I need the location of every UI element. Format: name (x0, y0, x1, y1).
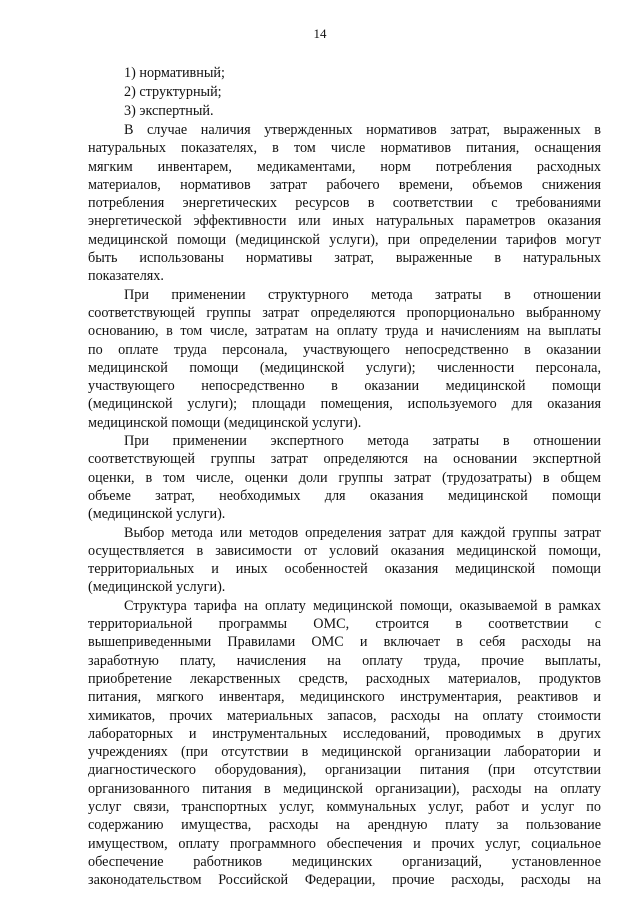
paragraph-tariff-structure (88, 597, 601, 890)
text-line: содержанию имущества, расходы на арендную плату за пользование (88, 817, 601, 834)
list-item: 1) нормативный; (124, 65, 225, 81)
text-line: (медицинской услуги). (88, 579, 226, 596)
text-line: соответствующей группы затрат определяются пропорционально выбранному (88, 304, 601, 321)
text-line: организованного питания в медицинской организации), расходы на оплату (88, 780, 601, 797)
list-item: 2) структурный; (124, 84, 222, 100)
text-line: (медицинской услуги). (88, 506, 226, 523)
text-line: химикатов, прочих материальных запасов, расходы на оплату стоимости (88, 707, 601, 724)
text-line: оценки, в том числе, оценки доли группы затрат (трудозатраты) в общем (88, 469, 601, 486)
text-line: В случае наличия утвержденных нормативов затрат, выраженных в (124, 122, 601, 138)
text-line: Структура тарифа на оплату медицинской помощи, оказываемой в рамках (124, 597, 601, 614)
text-line: вышеприведенными Правилами ОМС и включает в себя расходы на (88, 634, 601, 651)
text-line: медицинской помощи (медицинской услуги), при определении тарифов могут (88, 231, 601, 248)
text-line: (медицинской услуги); площади помещения, используемого для оказания (88, 396, 601, 413)
text-line: мягким инвентарем, медикаментами, норм потребления расходных (88, 158, 601, 175)
text-line: законодательством Российской Федерации, прочие расходы, расходы на (88, 872, 601, 889)
body-text (88, 121, 601, 889)
text-line: диагностического оборудования), организации питания (при отсутствии (88, 762, 601, 779)
text-line: услуг связи, транспортных услуг, коммунальных услуг, работ и услуг по (88, 798, 601, 815)
text-line: лабораторных и инструментальных исследований, проводимых в других (88, 725, 601, 742)
text-line: При применении экспертного метода затраты в отношении (124, 433, 601, 450)
text-line: территориальной программы ОМС, строится в соответствии с (88, 616, 601, 633)
method-list (124, 64, 584, 121)
text-line: обеспечение работников медицинских организаций, установленное (88, 853, 601, 870)
paragraph-normative (88, 121, 601, 286)
list-item: 3) экспертный. (124, 103, 214, 119)
text-line: основанию, в том числе, затратам на оплату труда и начислениям на выплаты (88, 323, 601, 340)
text-line: натуральных показателях, в том числе нормативов питания, оснащения (88, 140, 601, 157)
text-line: материалов, нормативов затрат рабочего времени, объемов снижения (88, 176, 601, 193)
text-line: соответствующей группы затрат определяются на основании экспертной (88, 451, 601, 468)
text-line: медицинской помощи (медицинской услуги). (88, 414, 362, 431)
text-line: медицинской помощи (медицинской услуги); численности персонала, (88, 359, 601, 376)
text-line: осуществляется в зависимости от условий оказания медицинской помощи, (88, 542, 601, 559)
text-line: питания, мягкого инвентаря, медицинского инструментария, реактивов и (88, 689, 601, 706)
text-line: участвующего непосредственно в оказании медицинской помощи (88, 378, 601, 395)
text-line: быть использованы нормативы затрат, выраженные в натуральных (88, 250, 601, 267)
text-line: При применении структурного метода затраты в отношении (124, 286, 601, 303)
text-line: энергетической эффективности или иных натуральных параметров оказания (88, 213, 601, 230)
text-line: учреждениях (при отсутствии в медицинской организации лаборатории и (88, 744, 601, 761)
paragraph-expert (88, 432, 601, 523)
text-line: заработную плату, начисления на оплату труда, прочие выплаты, (88, 652, 601, 669)
text-line: объеме затрат, необходимых для оказания медицинской помощи (88, 487, 601, 504)
text-line: по оплате труда персонала, участвующего непосредственно в оказании (88, 341, 601, 358)
text-line: показателях. (88, 268, 164, 285)
text-line: потребления энергетических ресурсов в соответствии с требованиями (88, 195, 601, 212)
text-line: территориальных и иных особенностей оказания медицинской помощи (88, 561, 601, 578)
paragraph-structural (88, 286, 601, 432)
paragraph-method-choice (88, 524, 601, 597)
text-line: имуществом, оплату программного обеспечения и прочих услуг, социальное (88, 835, 601, 852)
text-line: Выбор метода или методов определения затрат для каждой группы затрат (124, 524, 601, 541)
page-number: 14 (313, 26, 327, 41)
text-line: приобретение лекарственных средств, расходных материалов, продуктов (88, 670, 601, 687)
